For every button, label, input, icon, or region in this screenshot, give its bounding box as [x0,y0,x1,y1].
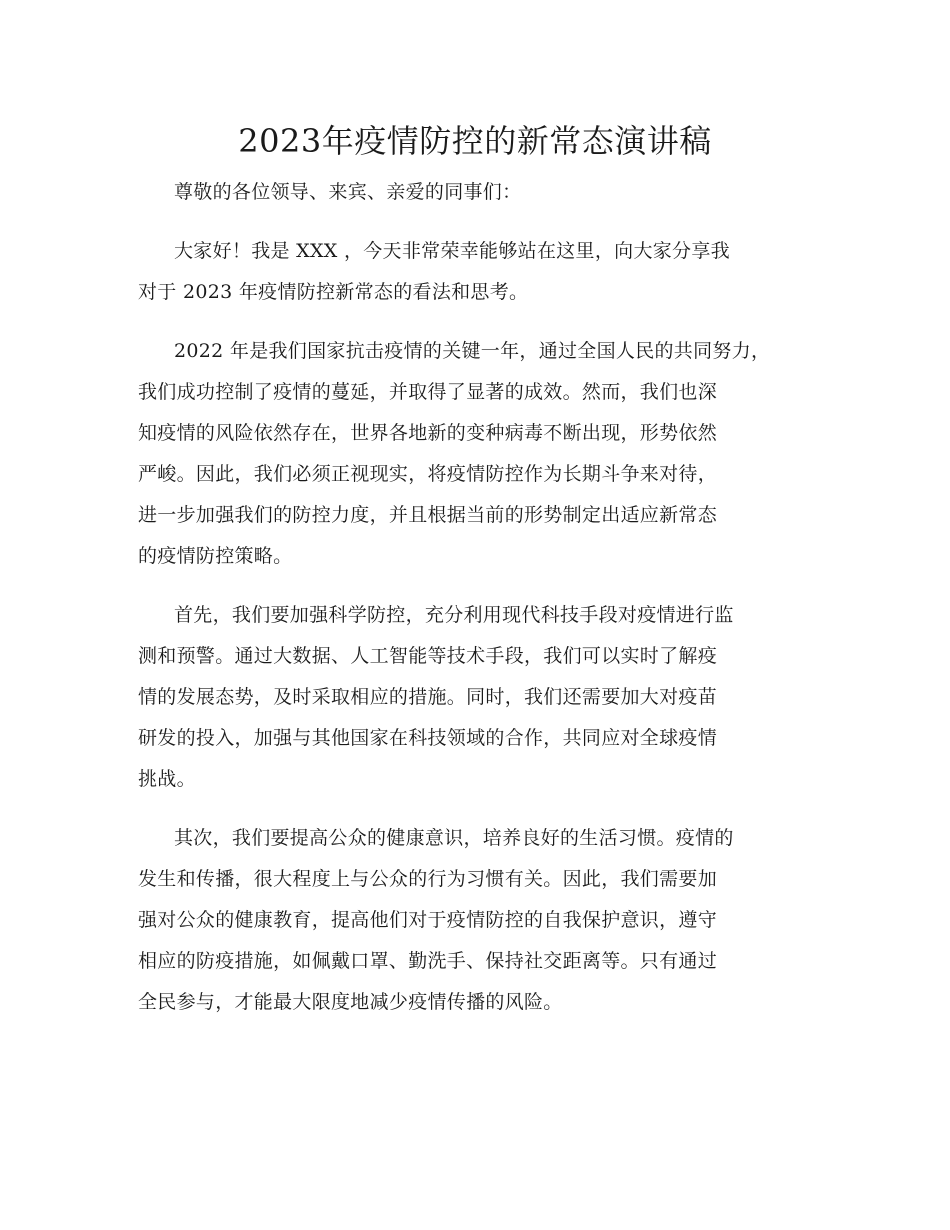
paragraph-line: 研发的投入，加强与其他国家在科技领域的合作，共同应对全球疫情 [138,727,718,749]
paragraph-line: 对于 2023 年疫情防控新常态的看法和思考。 [138,281,529,303]
paragraph-line: 强对公众的健康教育，提高他们对于疫情防控的自我保护意识，遵守 [138,909,718,931]
paragraph-greeting [138,172,830,213]
paragraph-line: 的疫情防控策略。 [138,545,293,567]
paragraph-line: 进一步加强我们的防控力度，并且根据当前的形势制定出适应新常态 [138,504,718,526]
paragraph-line: 我们成功控制了疫情的蔓延，并取得了显著的成效。然而，我们也深 [138,381,718,403]
paragraph-background [138,331,830,577]
paragraph-line: 2022 年是我们国家抗击疫情的关键一年，通过全国人民的共同努力， [174,340,771,362]
paragraph-health-awareness [138,818,830,1023]
paragraph-line: 相应的防疫措施，如佩戴口罩、勤洗手、保持社交距离等。只有通过 [138,950,718,972]
paragraph-line: 全民参与，才能最大限度地减少疫情传播的风险。 [138,991,563,1013]
paragraph-line: 知疫情的风险依然存在，世界各地新的变种病毒不断出现，形势依然 [138,422,718,444]
paragraph-scientific-prevention [138,595,830,800]
paragraph-line: 严峻。因此，我们必须正视现实，将疫情防控作为长期斗争来对待， [138,463,718,485]
paragraph-line: 首先，我们要加强科学防控，充分利用现代科技手段对疫情进行监 [174,604,734,626]
paragraph-line: 情的发展态势，及时采取相应的措施。同时，我们还需要加大对疫苗 [138,686,718,708]
paragraph-line: 发生和传播，很大程度上与公众的行为习惯有关。因此，我们需要加 [138,868,718,890]
document-body [138,172,830,1041]
paragraph-line: 大家好！我是 XXX ，今天非常荣幸能够站在这里，向大家分享我 [174,240,730,262]
paragraph-line: 其次，我们要提高公众的健康意识，培养良好的生活习惯。疫情的 [174,827,734,849]
document-title: 2023年疫情防控的新常态演讲稿 [238,122,712,161]
paragraph-line: 测和预警。通过大数据、人工智能等技术手段，我们可以实时了解疫 [138,645,718,667]
paragraph-line: 尊敬的各位领导、来宾、亲爱的同事们： [174,181,522,203]
paragraph-introduction [138,231,830,313]
paragraph-line: 挑战。 [138,768,196,790]
